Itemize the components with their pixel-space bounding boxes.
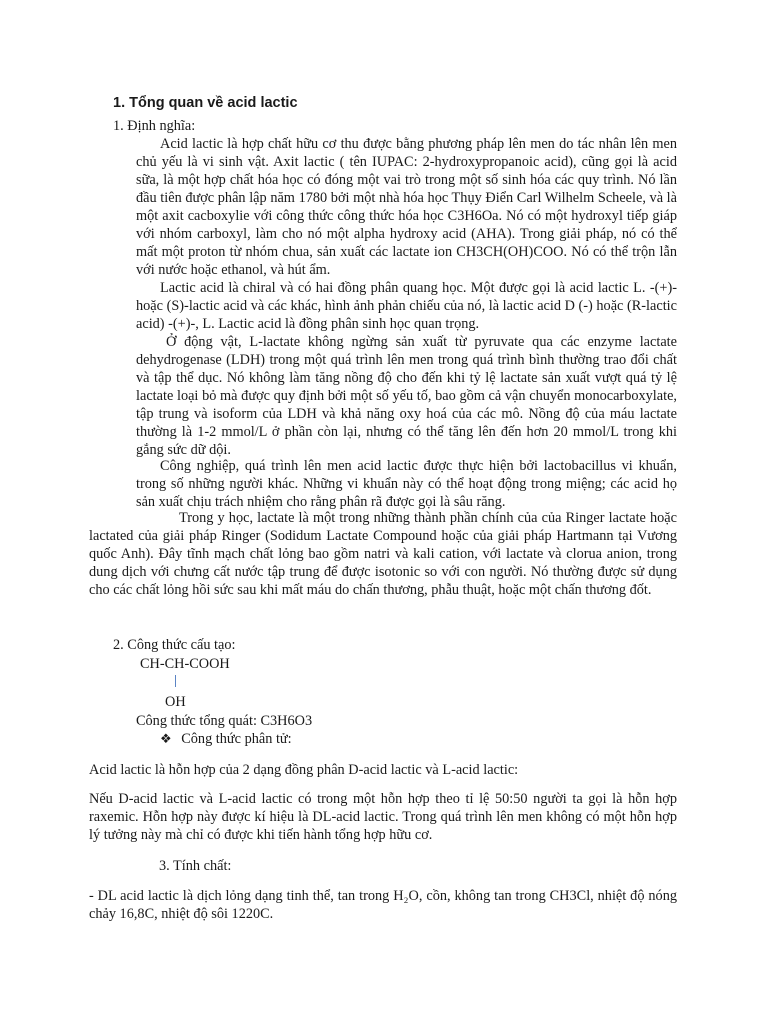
paragraph-racemic-text: Nếu D-acid lactic và L-acid lactic có trong một hỗn hợp theo tỉ lệ 50:50 người ta gọi là hỗn hợp raxemic. Hỗn hợp này được kí hiệu là DL-acid lactic. Trong quá trình lên men không có một hỗn hợp lý tưởng này mà chỉ có được khi tiến hành tổng hợp hữu cơ. xyxy=(89,791,677,843)
structural-formula: CH-CH-COOH xyxy=(140,656,230,672)
paragraph-isomers: Acid lactic là hỗn hợp của 2 dạng đồng phân D-acid lactic và L-acid lactic: xyxy=(89,762,519,778)
molecular-formula-line xyxy=(160,730,292,748)
formula-bond-line xyxy=(175,675,176,687)
section-heading: 1. Tổng quan về acid lactic xyxy=(113,95,298,111)
paragraph-properties xyxy=(89,887,677,923)
paragraph-racemic xyxy=(89,790,677,844)
paragraph-chirality xyxy=(136,279,677,333)
paragraph-industry xyxy=(136,457,677,511)
general-formula: Công thức tổng quát: C3H6O3 xyxy=(136,713,313,729)
structure-label: 2. Công thức cấu tạo: xyxy=(113,637,236,653)
paragraph-chirality-text: Lactic acid là chiral và có hai đồng phân quang học. Một được gọi là acid lactic L. -(+)- hoặc (S)-lactic acid và các khác, hình ảnh phản chiếu của nó, là lactic acid D (-) hoặc (R-lactic acid) -(+)-, L. Lactic acid là đồng phân sinh học quan trọng. xyxy=(136,280,677,332)
paragraph-medicine-text: Trong y học, lactate là một trong những thành phần chính của của Ringer lactate hoặc lactated của giải pháp Ringer (Sodidum Lactate Compound hoặc của giải pháp Hartmann tại Vương quốc Anh). Đây tĩnh mạch chất lỏng bao gồm natri và kali cation, với lactate và clorua anion, trong dung dịch với chưng cất nước tập trung để được isotonic so với con người. Nó thường được sử dụng cho các chất lỏng hồi sức sau khi mất máu do chấn thương, phẫu thuật, hoặc một chấn thương đốt. xyxy=(89,510,677,598)
paragraph-properties-text: - DL acid lactic là dịch lỏng dạng tinh thể, tan trong H₂O, cồn, không tan trong CH3Cl, nhiệt độ nóng chảy 16,8C, nhiệt độ sôi 1220C. xyxy=(89,888,677,922)
properties-label: 3. Tính chất: xyxy=(159,858,232,874)
molecular-formula-label: Công thức phân tử: xyxy=(181,731,292,747)
paragraph-definition-text: Acid lactic là hợp chất hữu cơ thu được bằng phương pháp lên men do tác nhân lên men chủ yếu là vi sinh vật. Axit lactic ( tên IUPAC: 2-hydroxypropanoic acid), cũng gọi là acid sữa, là một hợp chất hóa học có đóng một vai trò trong một số sinh hóa các quy trình. Nó lần đầu tiên được phân lập năm 1780 bởi một nhà hóa học Thụy Điển Carl Wilhelm Scheele, và là một axit cacboxylie với công thức công thức hóa học C3H6Oa. Nó có một hydroxyl tiếp giáp với nhóm carboxyl, làm cho nó một alpha hydroxy acid (AHA). Trong giải pháp, nó có thể mất một proton từ nhóm chua, sản xuất các lactate ion CH3CH(OH)COO. Nó có thể trộn lẫn với nước hoặc ethanol, và hút ẩm. xyxy=(136,136,677,278)
paragraph-industry-text: Công nghiệp, quá trình lên men acid lactic được thực hiện bởi lactobacillus vi khuẩn, trong số những người khác. Những vi khuẩn này có thể hoạt động trong miệng; các acid họ sản xuất chịu trách nhiệm cho rằng phân rã được gọi là sâu răng. xyxy=(136,458,677,510)
paragraph-medicine xyxy=(89,509,677,599)
paragraph-animals xyxy=(136,333,677,459)
formula-hydroxyl: OH xyxy=(165,694,186,710)
definition-label: 1. Định nghĩa: xyxy=(113,118,196,134)
paragraph-animals-text: Ở động vật, L-lactate không ngừng sản xuất từ pyruvate qua các enzyme lactate dehydrogenase (LDH) trong một quá trình lên men trong quá trình bình thường trao đổi chất và tập thể dục. Nó không làm tăng nồng độ cho đến khi tỷ lệ lactate sản xuất vượt quá tỷ lệ lactate loại bỏ mà được quy định bởi một số yếu tố, bao gồm cả vận chuyển monocarboxylate, tập trung và isoform của LDH và khả năng oxy hoá của các mô. Nồng độ của máu lactate thường là 1-2 mmol/L ở phần còn lại, nhưng có thể tăng lên đến hơn 20 mmol/L trong khi gắng sức dữ dội. xyxy=(136,334,677,458)
paragraph-definition xyxy=(136,135,677,279)
diamond-bullet-icon: ❖ xyxy=(160,731,172,746)
